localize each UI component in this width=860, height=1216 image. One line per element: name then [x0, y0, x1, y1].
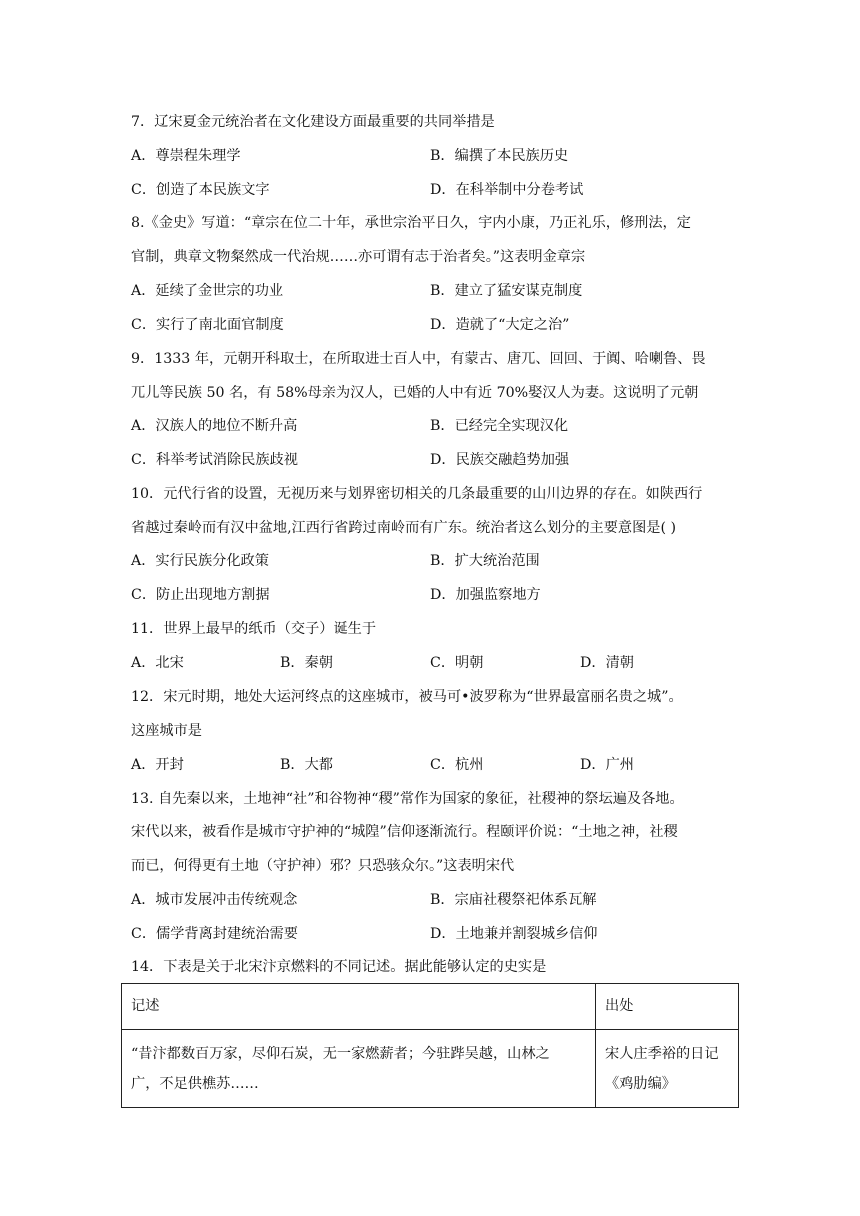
question-13-stem-line-2: 宋代以来，被看作是城市守护神的“城隍”信仰逐渐流行。程颐评价说：“土地之神，社稷: [131, 824, 678, 840]
question-13-option-c: C．儒学背离封建统治需要: [131, 926, 298, 942]
question-14-stem: 14．下表是关于北宋汴京燃料的不同记述。据此能够认定的史实是: [131, 959, 547, 975]
question-12-stem-line-1: 12．宋元时期，地处大运河终点的这座城市，被马可•波罗称为“世界最富丽名贵之城”。: [131, 689, 683, 705]
question-10-option-d: D．加强监察地方: [430, 587, 541, 603]
question-12-stem-line-2: 这座城市是: [131, 723, 202, 739]
question-11-stem: 11．世界上最早的纸币（交子）诞生于: [131, 621, 377, 637]
question-12-option-d: D．广州: [580, 757, 634, 773]
table-column-divider: [595, 984, 596, 1107]
question-7-option-a: A．尊崇程朱理学: [131, 148, 241, 164]
question-13-option-b: B．宗庙社稷祭祀体系瓦解: [430, 892, 597, 908]
table-cell-source-line-2: 《鸡肋编》: [605, 1076, 676, 1092]
question-8-stem-line-2: 官制，典章文物粲然成一代治规……亦可谓有志于治者矣。”这表明金章宗: [131, 249, 586, 265]
question-7-stem: 7．辽宋夏金元统治者在文化建设方面最重要的共同举措是: [131, 114, 495, 130]
question-13-option-d: D．土地兼并割裂城乡信仰: [430, 926, 598, 942]
question-8-option-d: D．造就了“大定之治”: [430, 317, 570, 333]
question-12-option-a: A．开封: [131, 757, 184, 773]
table-cell-record-line-2: 广，不足供樵苏……: [131, 1076, 259, 1092]
question-11-option-b: B．秦朝: [280, 655, 333, 671]
question-7-option-d: D．在科举制中分卷考试: [430, 182, 584, 198]
question-8-option-b: B．建立了猛安谋克制度: [430, 283, 583, 299]
fuel-records-table: [121, 983, 739, 1108]
question-10-option-c: C．防止出现地方割据: [131, 587, 270, 603]
question-9-stem-line-1: 9．1333 年，元朝开科取士，在所取进士百人中，有蒙古、唐兀、回回、于阗、哈喇鲁、畏: [131, 351, 706, 367]
question-10-option-a: A．实行民族分化政策: [131, 553, 269, 569]
question-7-option-c: C．创造了本民族文字: [131, 182, 270, 198]
question-10-stem-line-2: 省越过秦岭而有汉中盆地,江西行省跨过南岭而有广东。统治者这么划分的主要意图是( ): [131, 520, 677, 536]
question-13-stem-line-1: 13. 自先秦以来，土地神“社”和谷物神“稷”常作为国家的象征，社稷神的祭坛遍及各地。: [131, 791, 684, 807]
question-11-option-a: A．北宋: [131, 655, 184, 671]
question-13-stem-line-3: 而已，何得更有土地（守护神）邪？只恐骇众尔。”这表明宋代: [131, 858, 515, 874]
question-12-option-b: B．大都: [280, 757, 333, 773]
question-8-option-c: C．实行了南北面官制度: [131, 317, 284, 333]
table-header-record: 记述: [131, 998, 160, 1014]
question-9-stem-line-2: 兀儿等民族 50 名，有 58%母亲为汉人，已婚的人中有近 70%娶汉人为妻。这说明了元朝: [131, 385, 699, 401]
question-10-option-b: B．扩大统治范围: [430, 553, 540, 569]
question-7-option-b: B．编撰了本民族历史: [430, 148, 569, 164]
question-8-stem-line-1: 8.《金史》写道：“章宗在位二十年，承世宗治平日久，宇内小康，乃正礼乐，修刑法，定: [131, 215, 691, 231]
question-11-option-c: C．明朝: [430, 655, 484, 671]
table-header-source: 出处: [605, 998, 634, 1014]
question-10-stem-line-1: 10．元代行省的设置，无视历来与划界密切相关的几条最重要的山川边界的存在。如陕西行: [131, 486, 703, 502]
question-13-option-a: A．城市发展冲击传统观念: [131, 892, 298, 908]
question-12-option-c: C．杭州: [430, 757, 484, 773]
question-8-option-a: A．延续了金世宗的功业: [131, 283, 284, 299]
question-9-option-c: C．科举考试消除民族歧视: [131, 452, 298, 468]
table-cell-source-line-1: 宋人庄季裕的日记: [605, 1046, 719, 1062]
table-row-divider: [122, 1029, 738, 1030]
question-9-option-a: A．汉族人的地位不断升高: [131, 418, 298, 434]
question-11-option-d: D．清朝: [580, 655, 634, 671]
question-9-option-d: D．民族交融趋势加强: [430, 452, 570, 468]
question-9-option-b: B．已经完全实现汉化: [430, 418, 569, 434]
table-cell-record-line-1: “昔汴都数百万家，尽仰石炭，无一家燃薪者；今驻跸吴越，山林之: [131, 1046, 550, 1062]
